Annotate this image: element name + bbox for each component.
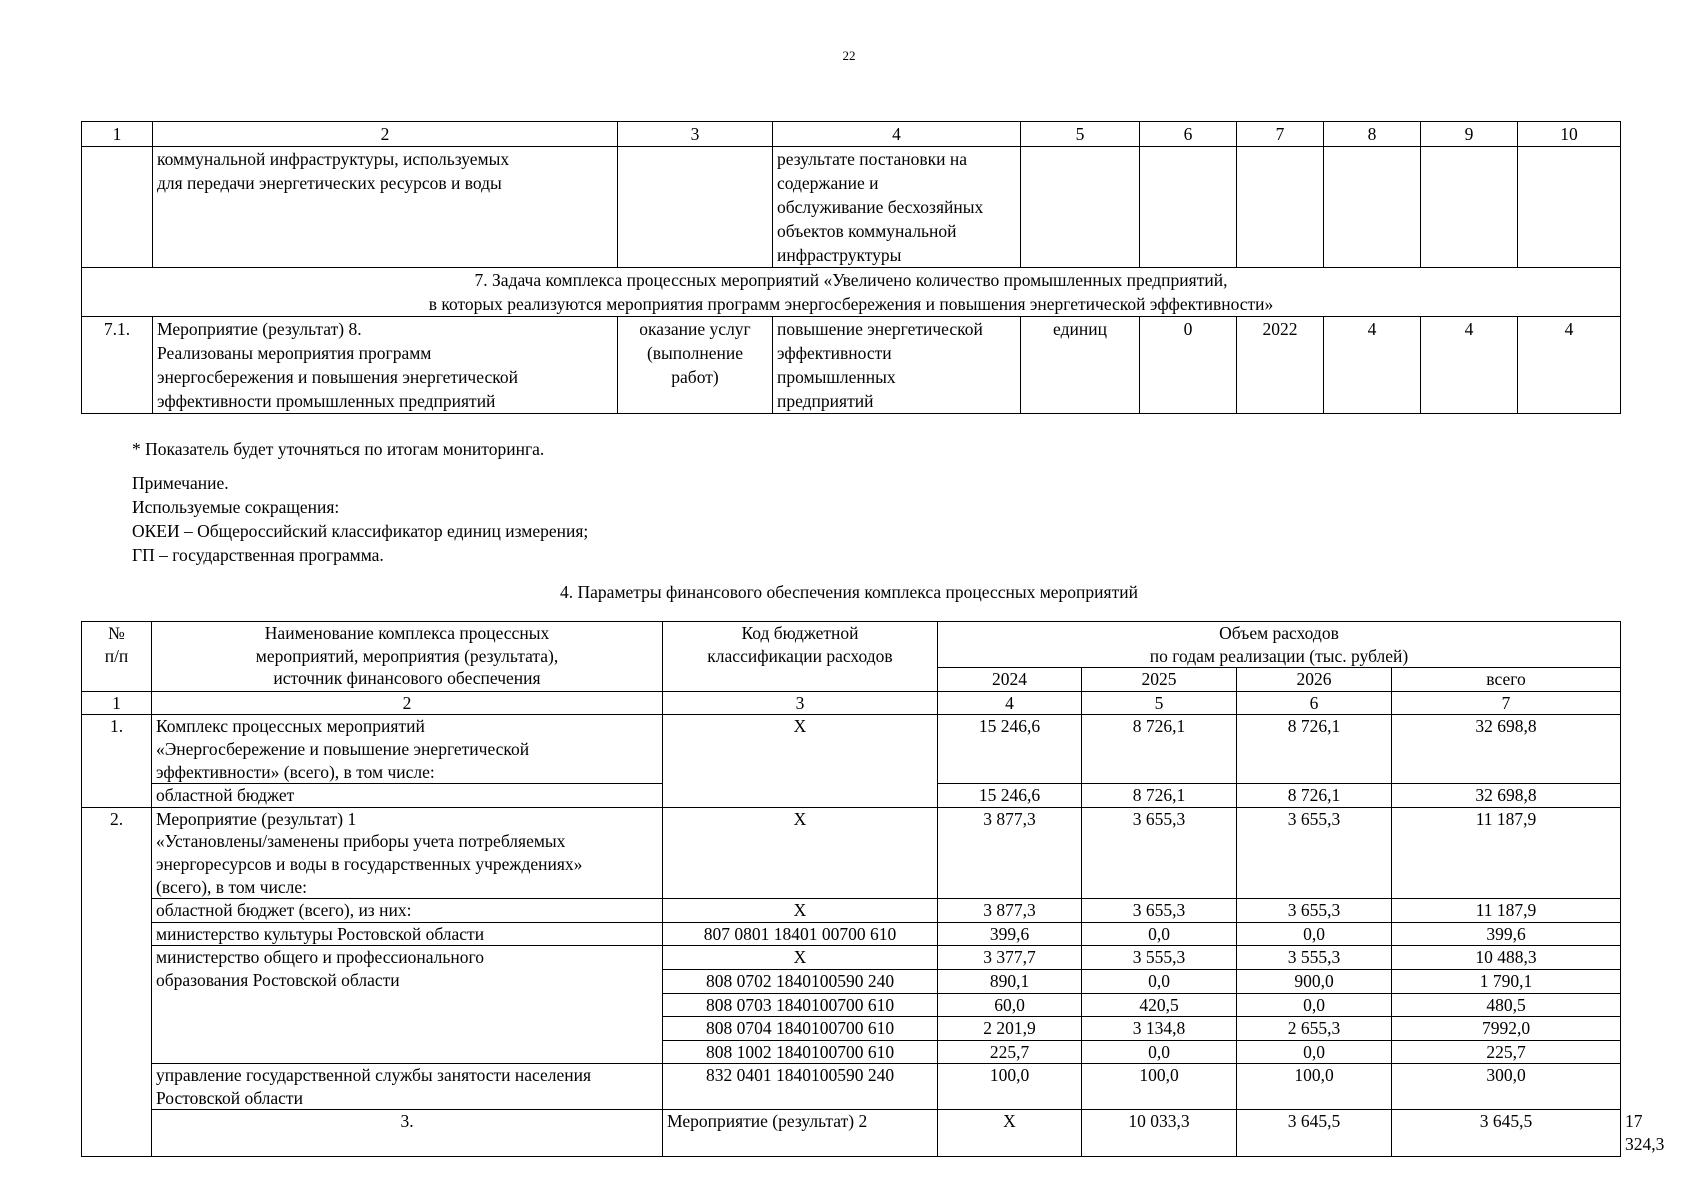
value-2024: 4 <box>1324 317 1421 414</box>
budget-code: 808 1002 1840100700 610 <box>663 1040 938 1064</box>
measure-name: Мероприятие (результат) 1 «Установлены/заменены приборы учета потребляемых энергоресурсов и воды в государственных учреждениях» (всего), в том числе: <box>152 807 663 898</box>
indicator-name: повышение энергетической эффективности промышленных предприятий <box>773 317 1021 414</box>
task-heading: 7. Задача комплекса процессных мероприятий «Увеличено количество промышленных предприятий, в которых реализуются мероприятия программ энергосбережения и повышения энергетической эффективности» <box>82 268 1621 317</box>
abbreviations-title: Используемые сокращения: <box>132 497 340 517</box>
row-number: 3. <box>152 1110 663 1156</box>
task-heading-row <box>82 268 1621 317</box>
table-row: управление государственной службы занятости населения Ростовской области 832 0401 1840100590 240 100,0 100,0 100,0 300,0 <box>82 1064 1621 1110</box>
table-row <box>82 147 1621 268</box>
source-name: управление государственной службы занятости населения Ростовской области <box>152 1064 663 1110</box>
budget-code: 832 0401 1840100590 240 <box>663 1064 938 1110</box>
header-name: Наименование комплекса процессных мероприятий, мероприятия (результата), источник финансового обеспечения <box>152 622 663 692</box>
table-row: 808 0703 1840100700 610 60,0 420,5 0,0 480,5 <box>82 993 1621 1017</box>
budget-code: Х <box>663 715 938 807</box>
table-header-row <box>82 122 1621 147</box>
header-total: всего <box>1392 668 1621 692</box>
source-name: областной бюджет (всего), из них: <box>152 899 663 923</box>
abbreviation-okei: ОКЕИ – Общероссийский классификатор единиц измерения; <box>132 521 589 541</box>
indicators-table <box>81 121 1621 414</box>
asterisk-note: * Показатель будет уточняться по итогам мониторинга. <box>132 439 545 459</box>
base-value: 0 <box>1140 317 1237 414</box>
header-cell: 3 <box>618 122 773 147</box>
table-row: 2. Мероприятие (результат) 1 «Установлены/заменены приборы учета потребляемых энергоресурсов и воды в государственных учреждениях» (всего), в том числе: Х 3 877,3 3 655,3 3 655,3 11 187,9 <box>82 807 1621 898</box>
budget-code: Х <box>663 899 938 923</box>
header-year: 2024 <box>938 668 1082 692</box>
budget-code: 808 0703 1840100700 610 <box>663 993 938 1017</box>
header-budget-code: Код бюджетной классификации расходов <box>663 622 938 692</box>
table-row: министерство общего и профессионального образования Ростовской области Х 3 377,7 3 555,3 3 555,3 10 488,3 <box>82 946 1621 970</box>
budget-code: Х <box>938 1110 1082 1156</box>
table-index-row: 1 2 3 4 5 6 7 <box>82 691 1621 715</box>
complex-name: Комплекс процессных мероприятий «Энергосбережение и повышение энергетической эффективности» (всего), в том числе: <box>152 715 663 784</box>
header-cell: 6 <box>1140 122 1237 147</box>
source-name: областной бюджет <box>152 784 663 808</box>
table-row: областной бюджет 15 246,6 8 726,1 8 726,1 32 698,8 <box>82 784 1621 808</box>
financing-table <box>81 621 1665 1157</box>
header-cell: 2 <box>153 122 618 147</box>
table-header-row <box>82 622 1621 668</box>
table-row: 808 0702 1840100590 240 890,1 0,0 900,0 1 790,1 <box>82 969 1621 993</box>
abbreviation-gp: ГП – государственная программа. <box>132 545 384 565</box>
table-row: 808 1002 1840100700 610 225,7 0,0 0,0 225,7 <box>82 1040 1621 1064</box>
header-cell: 7 <box>1237 122 1324 147</box>
source-name: министерство культуры Ростовской области <box>152 922 663 946</box>
value-2026: 4 <box>1518 317 1621 414</box>
header-cell: 4 <box>773 122 1021 147</box>
budget-code: 808 0702 1840100590 240 <box>663 969 938 993</box>
notes-block <box>132 437 588 567</box>
row-number: 2. <box>82 807 152 1156</box>
measure-name: Мероприятие (результат) 8. Реализованы мероприятия программ энергосбережения и повышения энергетической эффективности промышленных предприятий <box>153 317 618 414</box>
header-number: № п/п <box>82 622 152 692</box>
source-name: министерство общего и профессионального образования Ростовской области <box>152 946 663 1064</box>
base-year: 2022 <box>1237 317 1324 414</box>
row-number: 7.1. <box>82 317 153 414</box>
budget-code: Х <box>663 807 938 898</box>
header-cell: 8 <box>1324 122 1421 147</box>
table-row <box>82 317 1621 414</box>
header-year: 2026 <box>1237 668 1392 692</box>
header-cell: 5 <box>1021 122 1140 147</box>
table-row: 1. Комплекс процессных мероприятий «Энергосбережение и повышение энергетической эффективности» (всего), в том числе: Х 15 246,6 8 726,1 8 726,1 32 698,8 <box>82 715 1621 784</box>
page-number: 22 <box>842 48 856 63</box>
note-title: Примечание. <box>132 473 229 493</box>
header-cell: 10 <box>1518 122 1621 147</box>
budget-code: 808 0704 1840100700 610 <box>663 1017 938 1041</box>
section-title: 4. Параметры финансового обеспечения комплекса процессных мероприятий <box>560 582 1138 602</box>
table-row: 3. Мероприятие (результат) 2 Х 10 033,3 3 645,5 3 645,5 17 324,3 <box>82 1110 1621 1156</box>
header-volume: Объем расходов по годам реализации (тыс. рублей) <box>938 622 1621 668</box>
budget-code: Х <box>663 946 938 970</box>
unit: единиц <box>1021 317 1140 414</box>
measure-type: оказание услуг (выполнение работ) <box>618 317 773 414</box>
header-cell: 1 <box>82 122 153 147</box>
row-number: 1. <box>82 715 152 807</box>
table-row: министерство культуры Ростовской области 807 0801 18401 00700 610 399,6 0,0 0,0 399,6 <box>82 922 1621 946</box>
continued-indicator-cell: результате постановки на содержание и обслуживание бесхозяйных объектов коммунальной инфраструктуры <box>773 147 1021 268</box>
header-year: 2025 <box>1082 668 1237 692</box>
continued-name-cell: коммунальной инфраструктуры, используемых для передачи энергетических ресурсов и воды <box>153 147 618 268</box>
header-cell: 9 <box>1421 122 1518 147</box>
budget-code: 807 0801 18401 00700 610 <box>663 922 938 946</box>
table-row: 808 0704 1840100700 610 2 201,9 3 134,8 2 655,3 7992,0 <box>82 1017 1621 1041</box>
table-row: областной бюджет (всего), из них: Х 3 877,3 3 655,3 3 655,3 11 187,9 <box>82 899 1621 923</box>
measure-name: Мероприятие (результат) 2 <box>663 1110 938 1156</box>
value-2025: 4 <box>1421 317 1518 414</box>
